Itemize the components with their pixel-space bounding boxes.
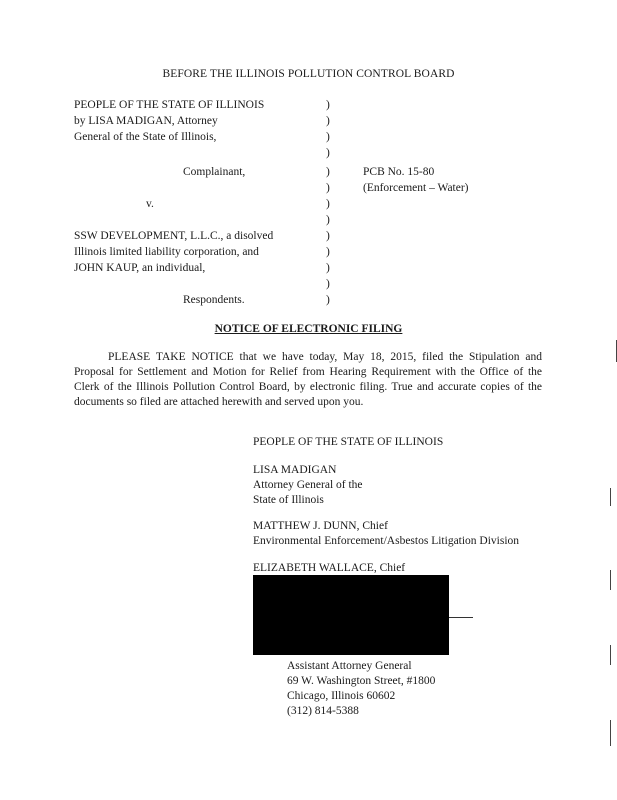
redacted-signature: [253, 575, 449, 655]
caption-paren: ): [326, 99, 330, 111]
case-type: (Enforcement – Water): [363, 182, 469, 194]
phone-number: (312) 814-5388: [287, 705, 359, 717]
address-line-2: Chicago, Illinois 60602: [287, 690, 396, 702]
caption-complainant: Complainant,: [183, 166, 246, 178]
caption-paren: ): [326, 198, 330, 210]
notice-title: NOTICE OF ELECTRONIC FILING: [214, 323, 403, 335]
document-heading: BEFORE THE ILLINOIS POLLUTION CONTROL BOARD: [162, 68, 455, 80]
caption-paren: ): [326, 294, 330, 306]
caption-defendant-line-2: Illinois limited liability corporation, and: [74, 246, 259, 258]
caption-paren: ): [326, 278, 330, 290]
case-number: PCB No. 15-80: [363, 166, 435, 178]
caption-paren: ): [326, 262, 330, 274]
signature-chief2-name: ELIZABETH WALLACE, Chief: [253, 562, 406, 574]
notice-body-text: PLEASE TAKE NOTICE that we have today, May 18, 2015, filed the Stipulation and Proposal for Settlement and Motion for Relief from Hearing Requirement with the Office of the Clerk of the Illinois Pollution Control Board, by electronic filing. True and accurate copies of the documents so filed are attached herewith and served upon you.: [74, 351, 542, 408]
scan-mark: [610, 570, 611, 590]
caption-plaintiff-line-3: General of the State of Illinois,: [74, 131, 217, 143]
caption-paren: ): [326, 246, 330, 258]
caption-paren: ): [326, 230, 330, 242]
caption-defendant-line-3: JOHN KAUP, an individual,: [74, 262, 206, 274]
caption-versus: v.: [146, 198, 154, 210]
scan-mark: [610, 720, 611, 746]
scan-mark: [610, 645, 611, 665]
caption-paren: ): [326, 115, 330, 127]
caption-respondents: Respondents.: [183, 294, 245, 306]
signature-party: PEOPLE OF THE STATE OF ILLINOIS: [253, 436, 444, 448]
caption-paren: ): [326, 166, 330, 178]
signature-ag-title-1: Attorney General of the: [253, 479, 363, 491]
scan-mark: [610, 488, 611, 506]
caption-defendant-line-1: SSW DEVELOPMENT, L.L.C., a disolved: [74, 230, 274, 242]
caption-plaintiff-line-1: PEOPLE OF THE STATE OF ILLINOIS: [74, 99, 265, 111]
caption-paren: ): [326, 182, 330, 194]
caption-paren: ): [326, 147, 330, 159]
signature-ag-name: LISA MADIGAN: [253, 464, 337, 476]
signature-line-remnant: [449, 617, 473, 618]
signature-ag-title-2: State of Illinois: [253, 494, 324, 506]
address-line-1: 69 W. Washington Street, #1800: [287, 675, 436, 687]
signature-chief-division: Environmental Enforcement/Asbestos Litigation Division: [253, 535, 520, 547]
caption-paren: ): [326, 214, 330, 226]
attorney-title: Assistant Attorney General: [287, 660, 412, 672]
caption-plaintiff-line-2: by LISA MADIGAN, Attorney: [74, 115, 218, 127]
signature-chief-name: MATTHEW J. DUNN, Chief: [253, 520, 388, 532]
caption-paren: ): [326, 131, 330, 143]
notice-body: [74, 350, 542, 410]
